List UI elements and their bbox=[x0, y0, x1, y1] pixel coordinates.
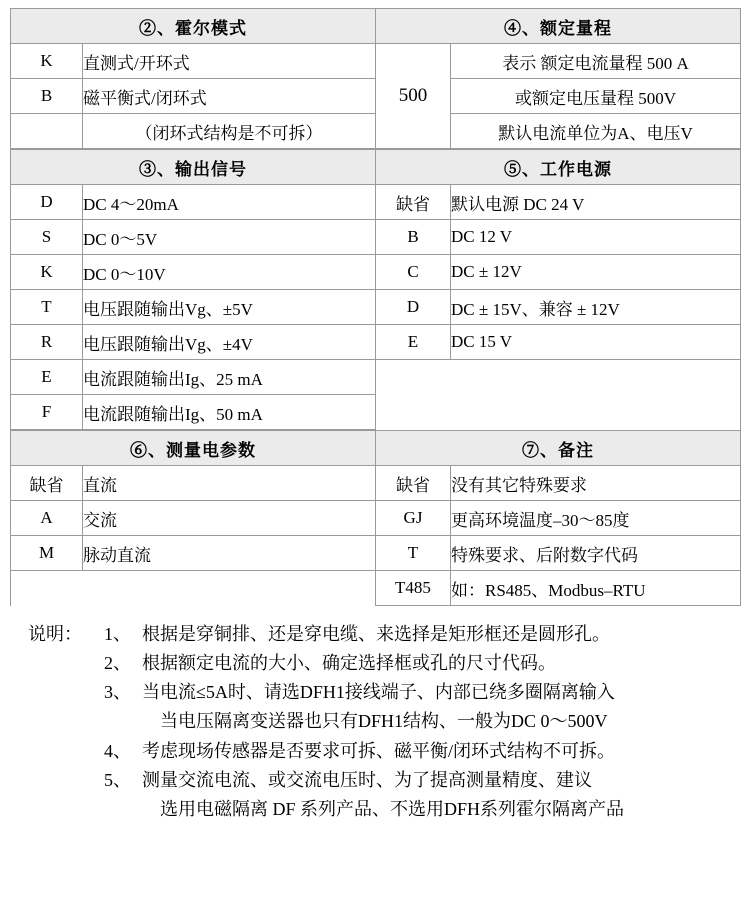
table-row bbox=[11, 536, 741, 571]
desc-cell: 电压跟随输出Vg、±4V bbox=[83, 325, 376, 360]
header-power-supply: ⑤、工作电源 bbox=[376, 150, 741, 185]
table-row bbox=[11, 290, 741, 325]
code-cell: B bbox=[11, 79, 83, 114]
note-item bbox=[28, 766, 740, 795]
code-cell: F bbox=[11, 395, 83, 430]
desc-cell: DC 0～5V bbox=[83, 220, 376, 255]
table-row bbox=[11, 185, 741, 220]
note-item bbox=[28, 620, 740, 649]
note-text: 测量交流电流、或交流电压时、为了提高测量精度、建议 bbox=[142, 769, 592, 790]
spec-table-block3 bbox=[10, 430, 741, 606]
code-cell: R bbox=[11, 325, 83, 360]
note-text: 根据额定电流的大小、确定选择框或孔的尺寸代码。 bbox=[142, 653, 556, 674]
desc-cell: 脉动直流 bbox=[83, 536, 376, 571]
note-text: 考虑现场传感器是否要求可拆、磁平衡/闭环式结构不可拆。 bbox=[142, 740, 615, 761]
desc-cell: 直测式/开环式 bbox=[83, 44, 376, 79]
empty-cell bbox=[451, 395, 741, 430]
note-item bbox=[28, 649, 740, 678]
code-cell: D bbox=[11, 185, 83, 220]
table-row bbox=[11, 325, 741, 360]
note-number: 5、 bbox=[104, 769, 131, 790]
table-header-row bbox=[11, 431, 741, 466]
table-row bbox=[11, 466, 741, 501]
code-cell bbox=[11, 114, 83, 149]
spec-table-block1 bbox=[10, 8, 741, 149]
note-item bbox=[28, 678, 740, 707]
code-cell: 缺省 bbox=[11, 466, 83, 501]
table-header-row bbox=[11, 9, 741, 44]
desc-cell: 表示 额定电流量程 500 A bbox=[451, 44, 741, 79]
code-cell: 缺省 bbox=[376, 185, 451, 220]
code-cell: GJ bbox=[376, 501, 451, 536]
desc-cell: DC 15 V bbox=[451, 325, 741, 360]
desc-cell: 电流跟随输出Ig、25 mA bbox=[83, 360, 376, 395]
empty-cell bbox=[11, 571, 83, 606]
note-number: 4、 bbox=[104, 740, 131, 761]
desc-cell: DC 12 V bbox=[451, 220, 741, 255]
table-row bbox=[11, 395, 741, 430]
desc-cell: 默认电源 DC 24 V bbox=[451, 185, 741, 220]
header-rated-range: ④、额定量程 bbox=[376, 9, 741, 44]
desc-cell: DC 4～20mA bbox=[83, 185, 376, 220]
desc-cell: 交流 bbox=[83, 501, 376, 536]
desc-cell: DC 0～10V bbox=[83, 255, 376, 290]
code-cell: E bbox=[11, 360, 83, 395]
table-row bbox=[11, 220, 741, 255]
code-cell: E bbox=[376, 325, 451, 360]
desc-cell: 电流跟随输出Ig、50 mA bbox=[83, 395, 376, 430]
spec-table-block2 bbox=[10, 149, 741, 430]
desc-cell: 默认电流单位为A、电压V bbox=[451, 114, 741, 149]
note-number: 3、 bbox=[104, 682, 131, 703]
code-cell-rated: 500 bbox=[376, 44, 451, 149]
desc-cell: 电压跟随输出Vg、±5V bbox=[83, 290, 376, 325]
code-cell: M bbox=[11, 536, 83, 571]
empty-cell bbox=[451, 360, 741, 395]
code-cell: S bbox=[11, 220, 83, 255]
note-continuation: 选用电磁隔离 DF 系列产品、不选用DFH系列霍尔隔离产品 bbox=[160, 798, 625, 819]
code-cell: K bbox=[11, 255, 83, 290]
desc-cell: 磁平衡式/闭环式 bbox=[83, 79, 376, 114]
note-number: 1、 bbox=[104, 624, 131, 644]
desc-cell: 没有其它特殊要求 bbox=[451, 466, 741, 501]
desc-cell: 如：RS485、Modbus–RTU bbox=[451, 571, 741, 606]
table-row bbox=[11, 571, 741, 606]
header-hall-mode: ②、霍尔模式 bbox=[11, 9, 376, 44]
header-output-signal: ③、输出信号 bbox=[11, 150, 376, 185]
empty-cell bbox=[376, 360, 451, 395]
table-row bbox=[11, 501, 741, 536]
desc-cell: DC ± 12V bbox=[451, 255, 741, 290]
code-cell: C bbox=[376, 255, 451, 290]
code-cell: T bbox=[376, 536, 451, 571]
note-continuation: 当电压隔离变送器也只有DFH1结构、一般为DC 0～500V bbox=[160, 711, 608, 732]
table-row bbox=[11, 255, 741, 290]
desc-cell: 特殊要求、后附数字代码 bbox=[451, 536, 741, 571]
code-cell: K bbox=[11, 44, 83, 79]
code-cell: 缺省 bbox=[376, 466, 451, 501]
table-header-row bbox=[11, 150, 741, 185]
header-remark: ⑦、备注 bbox=[376, 431, 741, 466]
table-row bbox=[11, 44, 741, 79]
code-cell: T bbox=[11, 290, 83, 325]
desc-cell: 或额定电压量程 500V bbox=[451, 79, 741, 114]
code-cell: D bbox=[376, 290, 451, 325]
header-measure-param: ⑥、测量电参数 bbox=[11, 431, 376, 466]
desc-cell: 更高环境温度–30～85度 bbox=[451, 501, 741, 536]
empty-cell bbox=[83, 571, 376, 606]
code-cell: B bbox=[376, 220, 451, 255]
code-cell: A bbox=[11, 501, 83, 536]
notes-section bbox=[10, 620, 740, 824]
note-number: 2、 bbox=[104, 653, 131, 674]
desc-cell: DC ± 15V、兼容 ± 12V bbox=[451, 290, 741, 325]
table-row bbox=[11, 360, 741, 395]
notes-lead-label: 说明： bbox=[28, 624, 82, 644]
note-text: 根据是穿铜排、还是穿电缆、来选择是矩形框还是圆形孔。 bbox=[142, 624, 610, 644]
desc-cell: （闭环式结构是不可拆） bbox=[83, 114, 376, 149]
code-cell: T485 bbox=[376, 571, 451, 606]
note-text: 当电流≤5A时、请选DFH1接线端子、内部已绕多圈隔离输入 bbox=[142, 682, 615, 703]
note-item bbox=[28, 737, 740, 766]
empty-cell bbox=[376, 395, 451, 430]
desc-cell: 直流 bbox=[83, 466, 376, 501]
